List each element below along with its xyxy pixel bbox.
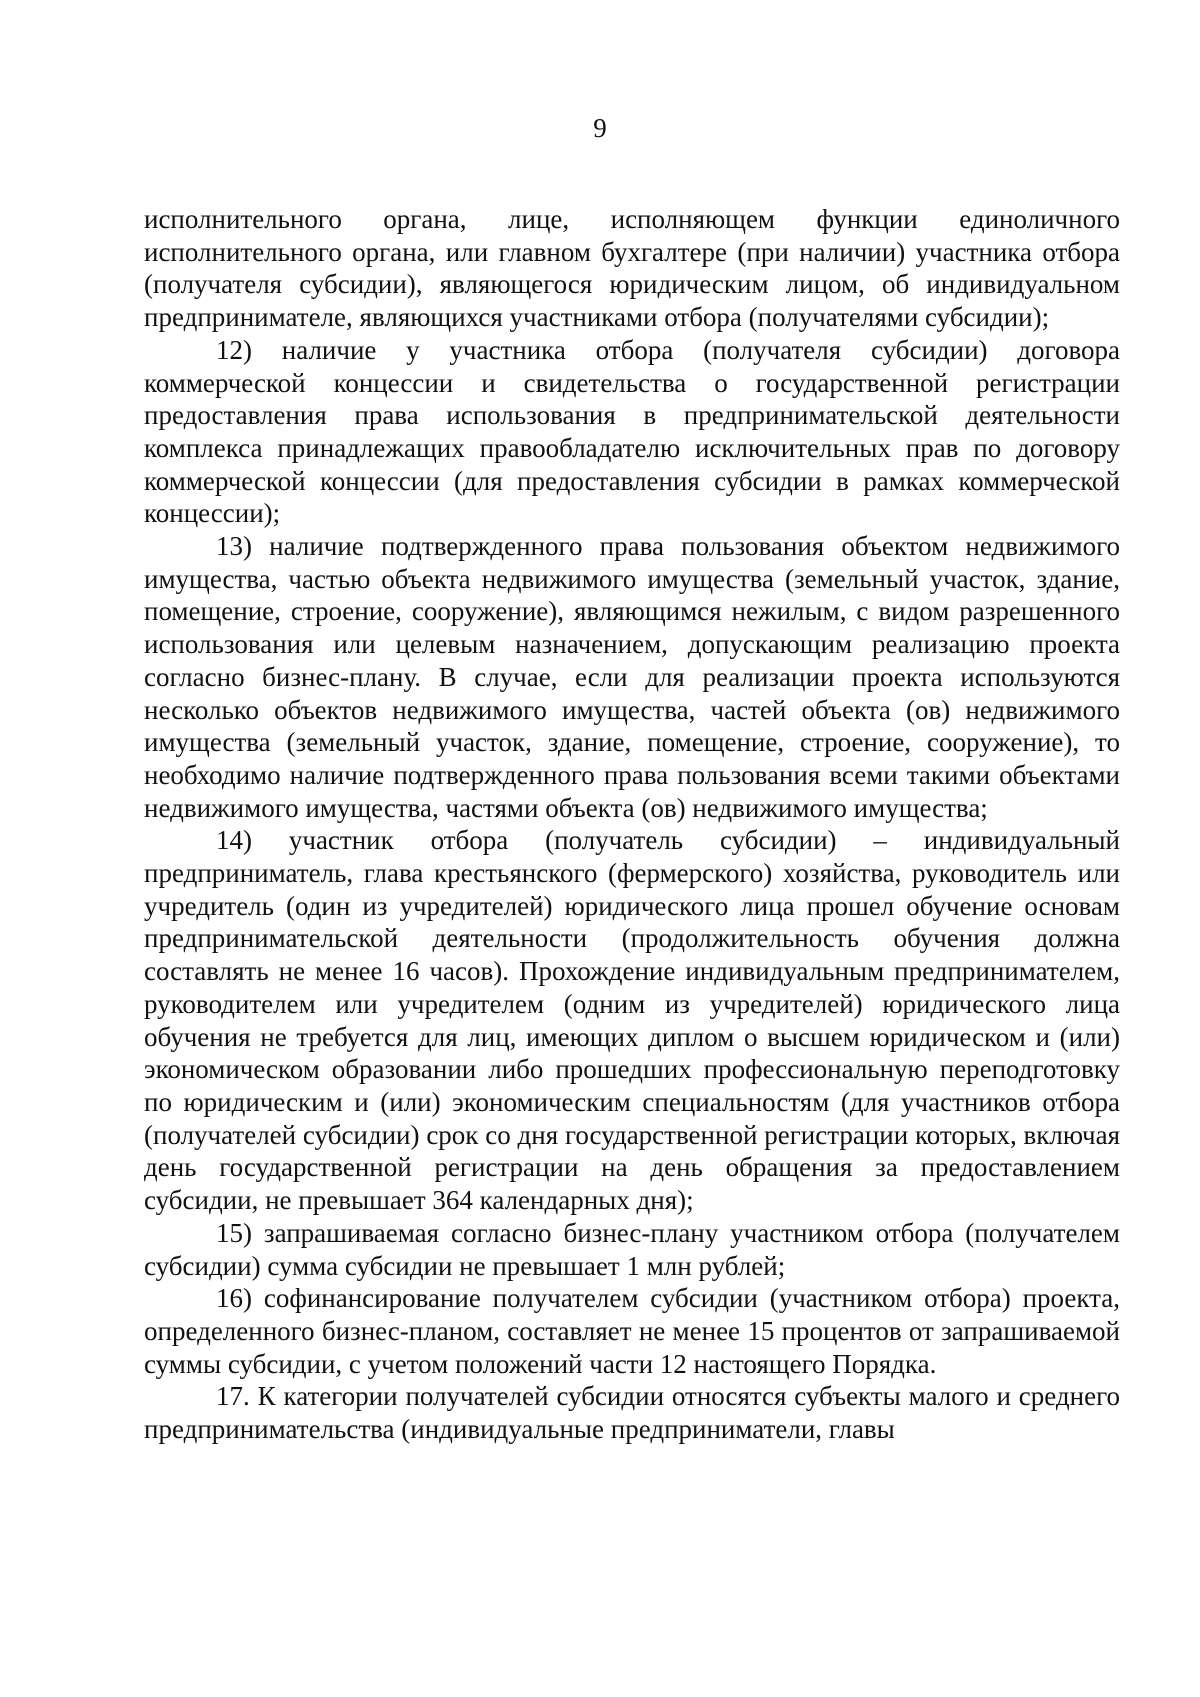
document-body (144, 203, 1120, 1446)
paragraph-section-17: 17. К категории получателей субсидии относятся субъекты малого и среднего предпринимательства (индивидуальные предприниматели, главы (144, 1381, 1120, 1445)
paragraph-item-16: 16) софинансирование получателем субсидии (участником отбора) проекта, определенного бизнес-планом, составляет не менее 15 процентов от запрашиваемой суммы субсидии, с учетом положений части 12 настоящего Порядка. (144, 1283, 1120, 1379)
paragraph-item-12: 12) наличие у участника отбора (получателя субсидии) договора коммерческой концессии и свидетельства о государственной регистрации предоставления права использования в предпринимательской деятельности комплекса принадлежащих правообладателю исключительных прав по договору коммерческой концессии (для предоставления субсидии в рамках коммерческой концессии); (144, 334, 1120, 529)
paragraph-item-14: 14) участник отбора (получатель субсидии) – индивидуальный предприниматель, глава крестьянского (фермерского) хозяйства, руководитель или учредитель (один из учредителей) юридического лица прошел обучение основам предпринимательской деятельности (продолжительность обучения должна составлять не менее 16 часов). Прохождение индивидуальным предпринимателем, руководителем или учредителем (одним из учредителей) юридического лица обучения не требуется для лиц, имеющих диплом о высшем юридическом и (или) экономическом образовании либо прошедших профессиональную переподготовку по юридическим и (или) экономическим специальностям (для участников отбора (получателей субсидии) срок со дня государственной регистрации которых, включая день государственной регистрации на день обращения за предоставлением субсидии, не превышает 364 календарных дня); (144, 825, 1120, 1216)
paragraph-item-13: 13) наличие подтвержденного права пользования объектом недвижимого имущества, частью объекта недвижимого имущества (земельный участок, здание, помещение, строение, сооружение), являющимся нежилым, с видом разрешенного использования или целевым назначением, допускающим реализацию проекта согласно бизнес-плану. В случае, если для реализации проекта используются несколько объектов недвижимого имущества, частей объекта (ов) недвижимого имущества (земельный участок, здание, помещение, строение, сооружение), то необходимо наличие подтвержденного права пользования всеми такими объектами недвижимого имущества, частями объекта (ов) недвижимого имущества; (144, 531, 1120, 823)
page-number: 9 (593, 113, 607, 143)
paragraph-item-15: 15) запрашиваемая согласно бизнес-плану участником отбора (получателем субсидии) сумма субсидии не превышает 1 млн рублей; (144, 1217, 1120, 1281)
paragraph-continuation: исполнительного органа, лице, исполняющем функции единоличного исполнительного органа, или главном бухгалтере (при наличии) участника отбора (получателя субсидии), являющегося юридическим лицом, об индивидуальном предпринимателе, являющихся участниками отбора (получателями субсидии); (144, 204, 1120, 333)
